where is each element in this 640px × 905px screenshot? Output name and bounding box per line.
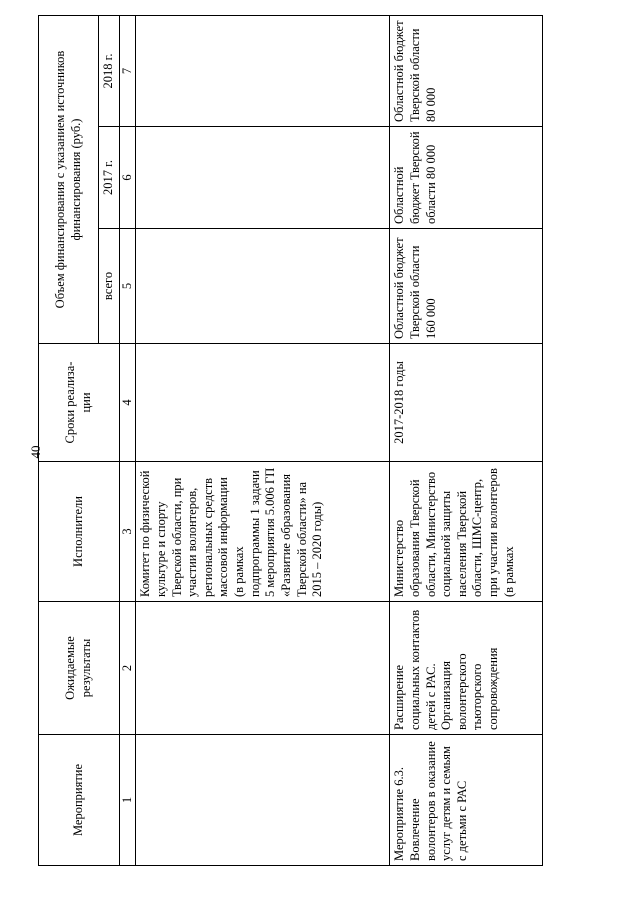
header-measure: Мероприятие xyxy=(39,735,120,866)
header-row xyxy=(39,16,99,866)
page-number: 40 xyxy=(28,445,43,459)
column-number: 4 xyxy=(119,344,136,462)
column-number-row xyxy=(119,16,136,866)
cell-results xyxy=(136,602,390,735)
cell-2017 xyxy=(136,127,390,229)
header-2018: 2018 г. xyxy=(99,16,120,127)
header-executors: Исполнители xyxy=(39,462,120,602)
cell-total xyxy=(136,229,390,344)
header-terms: Сроки реализа- ции xyxy=(39,344,120,462)
header-results: Ожидаемые результаты xyxy=(39,602,120,735)
table-row xyxy=(136,16,390,866)
cell-results: Расширение социальных контактов детей с РАС. Организация волонтерского тьюторского сопровождения xyxy=(390,602,543,735)
column-number: 2 xyxy=(119,602,136,735)
cell-terms: 2017-2018 годы xyxy=(390,344,543,462)
cell-2017: Областной бюджет Тверской области 80 000 xyxy=(390,127,543,229)
cell-executors: Комитет по физической культуре и спорту Тверской области, при участии волонтеров, региональных средств массовой информации (в рамках подпрограммы 1 задачи 5 мероприятия 5.006 ГП «Развитие образования Тверской области» на 2015 – 2020 годы) xyxy=(136,462,390,602)
rotated-table-wrapper xyxy=(38,16,543,866)
column-number: 5 xyxy=(119,229,136,344)
header-2017: 2017 г. xyxy=(99,127,120,229)
header-financing: Объем финансирования с указанием источников финансирования (руб.) xyxy=(39,16,99,344)
cell-total: Областной бюджет Тверской области 160 000 xyxy=(390,229,543,344)
cell-terms xyxy=(136,344,390,462)
financing-table xyxy=(38,15,543,866)
cell-2018: Областной бюджет Тверской области 80 000 xyxy=(390,16,543,127)
cell-2018 xyxy=(136,16,390,127)
table-row xyxy=(390,16,543,866)
header-total: всего xyxy=(99,229,120,344)
column-number: 1 xyxy=(119,735,136,866)
cell-executors: Министерство образования Тверской области, Министерство социальной защиты населения Тверской области, ШМС-центр, при участии волонтеров (в рамках xyxy=(390,462,543,602)
column-number: 6 xyxy=(119,127,136,229)
cell-measure: Мероприятие 6.3. Вовлечение волонтеров в оказание услуг детям и семьям с детьми с РАС xyxy=(390,735,543,866)
column-number: 3 xyxy=(119,462,136,602)
column-number: 7 xyxy=(119,16,136,127)
cell-measure xyxy=(136,735,390,866)
